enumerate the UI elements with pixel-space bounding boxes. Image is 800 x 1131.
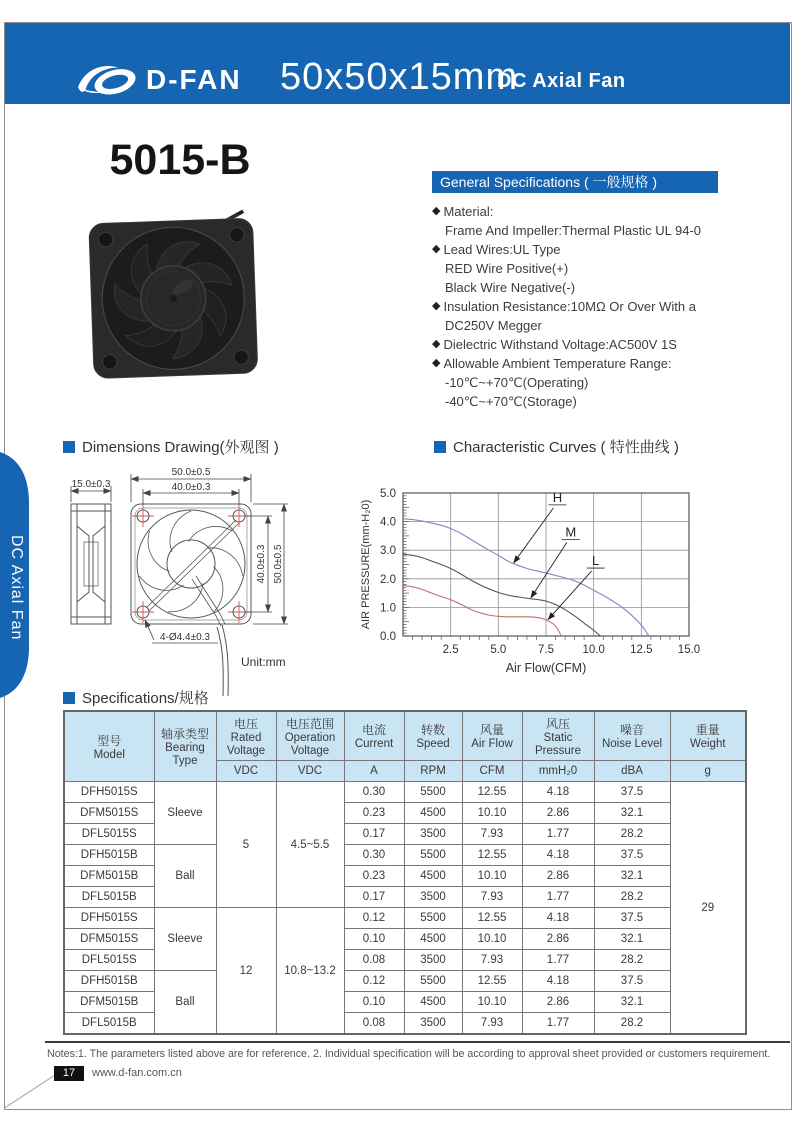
column-header-op_voltage: 电压范围 Operation Voltage: [276, 711, 344, 761]
spec-item-text: Dielectric Withstand Voltage:AC500V 1S: [443, 337, 677, 352]
cell-pressure: 4.18: [522, 971, 594, 992]
cell-speed: 4500: [404, 929, 462, 950]
cell-op_voltage: 10.8~13.2: [276, 908, 344, 1035]
spec-table-heading-label: Specifications/规格: [82, 690, 209, 707]
cell-airflow: 10.10: [462, 929, 522, 950]
cell-speed: 5500: [404, 845, 462, 866]
cell-speed: 3500: [404, 950, 462, 971]
cell-noise: 28.2: [594, 824, 670, 845]
cell-airflow: 10.10: [462, 803, 522, 824]
dim-unit: Unit:mm: [241, 655, 286, 669]
column-header-pressure: 风压 Static Pressure: [522, 711, 594, 761]
model-title: 5015-B: [109, 136, 251, 184]
cell-speed: 4500: [404, 803, 462, 824]
dim-hole-pitch-h: 40.0±0.3: [171, 482, 211, 493]
spec-item-text: Insulation Resistance:10MΩ Or Over With a: [443, 299, 696, 314]
cell-current: 0.08: [344, 950, 404, 971]
spec-item-text: Material:: [443, 204, 494, 219]
website-url: www.d-fan.com.cn: [92, 1067, 182, 1079]
spec-item: [432, 373, 772, 392]
cell-airflow: 7.93: [462, 950, 522, 971]
cell-noise: 28.2: [594, 1013, 670, 1035]
general-specs-header: General Specifications ( 一般规格 ): [432, 171, 718, 193]
cell-pressure: 1.77: [522, 950, 594, 971]
page-title: 50x50x15mm: [280, 56, 519, 98]
cell-airflow: 10.10: [462, 992, 522, 1013]
cell-current: 0.30: [344, 845, 404, 866]
dimensions-heading-label: Dimensions Drawing(外观图 ): [82, 439, 279, 456]
cell-weight: 29: [670, 782, 746, 1035]
cell-model: DFL5015B: [64, 1013, 154, 1035]
cell-voltage: 12: [216, 908, 276, 1035]
x-tick-label: 5.0: [490, 644, 507, 656]
cell-airflow: 10.10: [462, 866, 522, 887]
diamond-bullet-icon: ◆: [432, 243, 441, 255]
side-tab-label: DC Axial Fan: [8, 534, 25, 641]
page-subtitle: DC Axial Fan: [497, 70, 626, 92]
cell-pressure: 4.18: [522, 908, 594, 929]
dimensions-drawing: [56, 464, 346, 712]
cell-airflow: 12.55: [462, 971, 522, 992]
column-header-current: 电流 Current: [344, 711, 404, 761]
cell-model: DFM5015B: [64, 992, 154, 1013]
spec-item: [432, 259, 772, 278]
x-tick-label: 10.0: [582, 644, 605, 656]
dim-hole-note: 4-Ø4.4±0.3: [160, 632, 210, 643]
unit-noise: dBA: [594, 761, 670, 782]
spec-item: [432, 354, 772, 373]
x-tick-label: 12.5: [630, 644, 653, 656]
unit-current: A: [344, 761, 404, 782]
cell-speed: 5500: [404, 908, 462, 929]
general-spec-list: [432, 202, 772, 411]
curves-heading-label: Characteristic Curves ( 特性曲线 ): [453, 439, 679, 456]
footer-notes: Notes:1. The parameters listed above are for reference. 2. Individual specification will be according to approval sheet provided or customers requirement.: [47, 1048, 771, 1060]
spec-item-text: -10℃~+70℃(Operating): [445, 375, 589, 390]
cell-airflow: 12.55: [462, 845, 522, 866]
y-tick-label: 3.0: [380, 545, 396, 558]
spec-item-text: Frame And Impeller:Thermal Plastic UL 94-0: [445, 223, 702, 238]
table-row: [64, 971, 746, 992]
curve-L: [403, 585, 561, 636]
spec-item: [432, 392, 772, 411]
cell-bearing: Ball: [154, 845, 216, 908]
cell-pressure: 4.18: [522, 845, 594, 866]
cell-airflow: 7.93: [462, 887, 522, 908]
cell-speed: 4500: [404, 992, 462, 1013]
table-row: [64, 908, 746, 929]
cell-bearing: Sleeve: [154, 782, 216, 845]
spec-table: [63, 710, 747, 1035]
y-tick-label: 5.0: [380, 488, 396, 500]
cell-op_voltage: 4.5~5.5: [276, 782, 344, 908]
curve-label-M: M: [565, 524, 577, 540]
logo-text: D-FAN: [146, 64, 242, 95]
spec-table-body: [64, 782, 746, 1035]
cell-noise: 37.5: [594, 845, 670, 866]
y-tick-label: 1.0: [380, 602, 396, 615]
cell-bearing: Sleeve: [154, 908, 216, 971]
cell-speed: 3500: [404, 1013, 462, 1035]
curve-H: [403, 519, 649, 636]
diamond-bullet-icon: ◆: [432, 338, 441, 350]
cell-current: 0.30: [344, 782, 404, 803]
cell-current: 0.23: [344, 866, 404, 887]
spec-item: [432, 221, 772, 240]
cell-current: 0.08: [344, 1013, 404, 1035]
curve-label-H: H: [552, 489, 563, 505]
cell-airflow: 12.55: [462, 908, 522, 929]
diamond-bullet-icon: ◆: [432, 300, 441, 312]
fan-product-photo: [86, 200, 266, 392]
dim-outer-height: 50.0±0.5: [273, 544, 284, 584]
column-header-weight: 重量 Weight: [670, 711, 746, 761]
cell-model: DFH5015B: [64, 971, 154, 992]
cell-noise: 32.1: [594, 803, 670, 824]
cell-pressure: 2.86: [522, 866, 594, 887]
cell-model: DFM5015S: [64, 803, 154, 824]
cell-noise: 28.2: [594, 887, 670, 908]
spec-item: [432, 335, 772, 354]
column-header-bearing: 轴承类型 Bearing Type: [154, 711, 216, 782]
column-header-speed: 转数 Speed: [404, 711, 462, 761]
cell-speed: 5500: [404, 782, 462, 803]
cell-model: DFL5015B: [64, 887, 154, 908]
cell-pressure: 2.86: [522, 929, 594, 950]
cell-noise: 32.1: [594, 929, 670, 950]
blue-square-icon: [434, 441, 446, 453]
diamond-bullet-icon: ◆: [432, 357, 441, 369]
spec-item: [432, 278, 772, 297]
table-row: [64, 845, 746, 866]
curves-heading: [434, 436, 679, 457]
cell-speed: 5500: [404, 971, 462, 992]
cell-model: DFH5015S: [64, 908, 154, 929]
dimensions-heading: [63, 436, 279, 457]
cell-noise: 37.5: [594, 971, 670, 992]
column-header-noise: 噪音 Noise Level: [594, 711, 670, 761]
cell-current: 0.10: [344, 929, 404, 950]
table-row: [64, 782, 746, 803]
cell-speed: 3500: [404, 887, 462, 908]
cell-voltage: 5: [216, 782, 276, 908]
dim-outer-width: 50.0±0.5: [171, 467, 211, 478]
cell-pressure: 1.77: [522, 824, 594, 845]
cell-airflow: 7.93: [462, 1013, 522, 1035]
cell-speed: 4500: [404, 866, 462, 887]
cell-pressure: 2.86: [522, 803, 594, 824]
cell-current: 0.12: [344, 908, 404, 929]
cell-current: 0.23: [344, 803, 404, 824]
cell-speed: 3500: [404, 824, 462, 845]
cell-airflow: 12.55: [462, 782, 522, 803]
cell-noise: 37.5: [594, 782, 670, 803]
column-header-voltage: 电压 Rated Voltage: [216, 711, 276, 761]
spec-item-text: -40℃~+70℃(Storage): [445, 394, 577, 409]
cell-model: DFH5015B: [64, 845, 154, 866]
cell-model: DFH5015S: [64, 782, 154, 803]
y-axis-title: AIR PRESSURE(mm-H₂0): [360, 499, 372, 630]
spec-item: [432, 240, 772, 259]
footer-rule: [45, 1041, 790, 1043]
spec-item-text: DC250V Megger: [445, 318, 542, 333]
cell-model: DFM5015B: [64, 866, 154, 887]
cell-noise: 28.2: [594, 950, 670, 971]
cell-noise: 32.1: [594, 866, 670, 887]
cell-noise: 37.5: [594, 908, 670, 929]
cell-pressure: 1.77: [522, 887, 594, 908]
cell-bearing: Ball: [154, 971, 216, 1035]
unit-pressure: mmH₂0: [522, 761, 594, 782]
unit-weight: g: [670, 761, 746, 782]
spec-item: [432, 316, 772, 335]
spec-item-text: Allowable Ambient Temperature Range:: [443, 356, 672, 371]
dfan-logo-icon: [76, 60, 144, 102]
cell-pressure: 2.86: [522, 992, 594, 1013]
column-header-model: 型号 Model: [64, 711, 154, 782]
page-number: 17: [54, 1066, 84, 1081]
spec-item-text: Lead Wires:UL Type: [443, 242, 561, 257]
spec-item: [432, 297, 772, 316]
unit-voltage: VDC: [216, 761, 276, 782]
cell-pressure: 1.77: [522, 1013, 594, 1035]
spec-item: [432, 202, 772, 221]
unit-speed: RPM: [404, 761, 462, 782]
spec-item-text: Black Wire Negative(-): [445, 280, 576, 295]
unit-airflow: CFM: [462, 761, 522, 782]
x-tick-label: 7.5: [538, 644, 554, 656]
cell-airflow: 7.93: [462, 824, 522, 845]
cell-model: DFL5015S: [64, 950, 154, 971]
diamond-bullet-icon: ◆: [432, 205, 441, 217]
spec-table-head: [64, 711, 746, 782]
side-tab-label-wrap: [2, 520, 30, 655]
dim-thickness: 15.0±0.3: [71, 479, 111, 490]
cell-noise: 32.1: [594, 992, 670, 1013]
cell-current: 0.12: [344, 971, 404, 992]
cell-model: DFM5015S: [64, 929, 154, 950]
curve-label-L: L: [591, 553, 600, 569]
cell-model: DFL5015S: [64, 824, 154, 845]
cell-current: 0.17: [344, 824, 404, 845]
blue-square-icon: [63, 441, 75, 453]
y-tick-label: 0.0: [380, 631, 396, 643]
curve-M: [403, 554, 600, 636]
dim-hole-pitch-v: 40.0±0.3: [256, 544, 267, 584]
cell-pressure: 4.18: [522, 782, 594, 803]
y-tick-label: 4.0: [380, 516, 396, 529]
cell-current: 0.10: [344, 992, 404, 1013]
x-tick-label: 15.0: [677, 644, 701, 656]
cell-current: 0.17: [344, 887, 404, 908]
y-tick-label: 2.0: [380, 573, 396, 586]
spec-item-text: RED Wire Positive(+): [445, 261, 569, 276]
column-header-airflow: 风量 Air Flow: [462, 711, 522, 761]
curve-chart: [356, 470, 732, 678]
unit-op_voltage: VDC: [276, 761, 344, 782]
x-axis-title: Air Flow(CFM): [505, 661, 587, 675]
x-tick-label: 2.5: [442, 644, 459, 656]
